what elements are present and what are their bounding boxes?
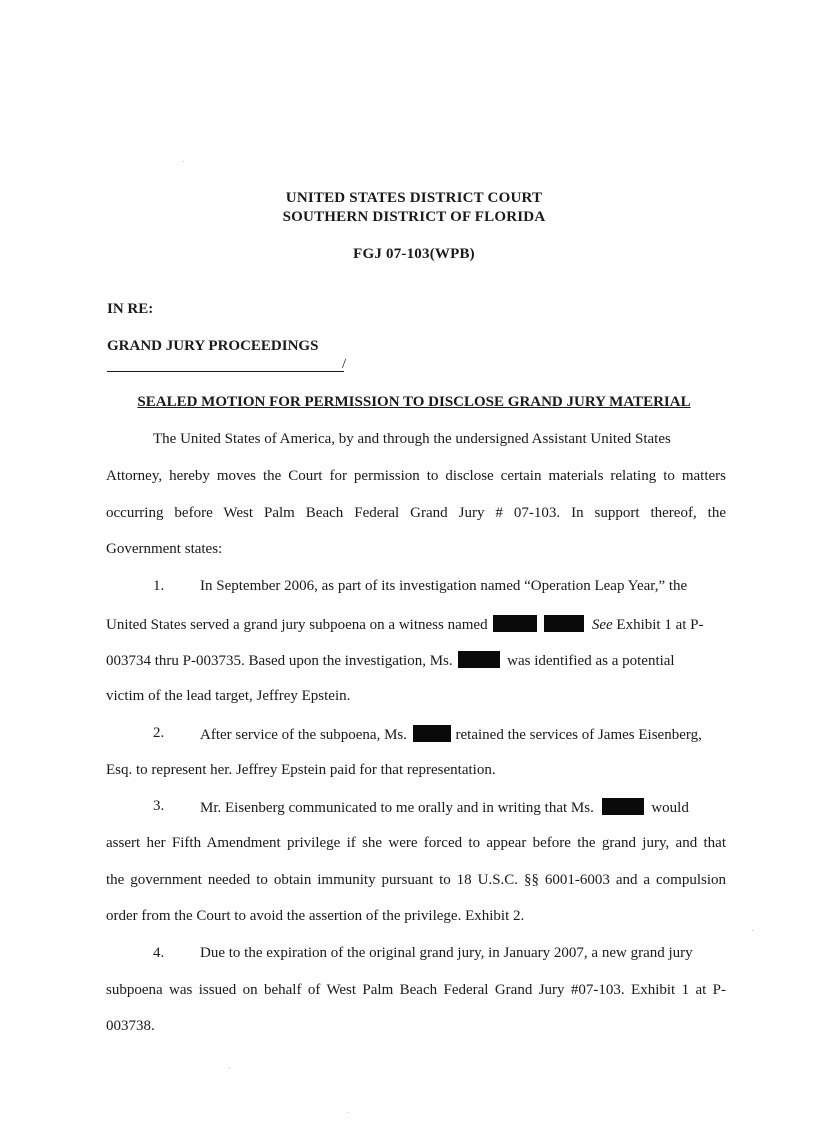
see-citation: See bbox=[591, 617, 613, 633]
paragraph-text: Mr. Eisenberg communicated to me orally and in writing that Ms. bbox=[200, 800, 594, 816]
paragraph-number: 2. bbox=[153, 725, 165, 741]
paragraph-line: In September 2006, as part of its investigation named “Operation Leap Year,” the bbox=[200, 578, 688, 594]
paragraph-line bbox=[200, 725, 702, 744]
paragraph-text: United States served a grand jury subpoena on a witness named bbox=[106, 617, 488, 633]
paragraph-line bbox=[106, 651, 675, 670]
paragraph-line: Esq. to represent her. Jeffrey Epstein paid for that representation. bbox=[106, 762, 496, 778]
court-name-line1: UNITED STATES DISTRICT COURT bbox=[285, 190, 543, 206]
caption-proceedings: GRAND JURY PROCEEDINGS bbox=[107, 338, 319, 354]
scan-speck bbox=[752, 930, 753, 931]
paragraph-line: Due to the expiration of the original grand jury, in January 2007, a new grand jury bbox=[200, 945, 693, 961]
paragraph-line: assert her Fifth Amendment privilege if she were forced to appear before the grand jury, and that bbox=[106, 835, 726, 851]
paragraph-text: After service of the subpoena, Ms. bbox=[200, 727, 408, 743]
paragraph-text: retained the services of James Eisenberg, bbox=[455, 727, 702, 743]
intro-line: The United States of America, by and through the undersigned Assistant United States bbox=[153, 431, 671, 447]
paragraph-number: 1. bbox=[153, 578, 165, 594]
scan-speck bbox=[183, 161, 184, 162]
paragraph-number: 3. bbox=[153, 798, 165, 814]
redaction-box bbox=[602, 798, 644, 815]
court-name-line2: SOUTHERN DISTRICT OF FLORIDA bbox=[282, 209, 546, 225]
motion-title: SEALED MOTION FOR PERMISSION TO DISCLOSE GRAND JURY MATERIAL bbox=[137, 394, 691, 410]
caption-slash: / bbox=[342, 356, 347, 372]
paragraph-line: the government needed to obtain immunity pursuant to 18 U.S.C. §§ 6001-6003 and a compulsion bbox=[106, 872, 726, 888]
paragraph-line: 003738. bbox=[106, 1018, 155, 1034]
paragraph-line: subpoena was issued on behalf of West Palm Beach Federal Grand Jury #07-103. Exhibit 1 at P- bbox=[106, 982, 726, 998]
caption-in-re: IN RE: bbox=[107, 301, 154, 317]
redaction-box bbox=[458, 651, 500, 668]
paragraph-text: was identified as a potential bbox=[507, 653, 675, 669]
redaction-box bbox=[493, 615, 537, 632]
case-number: FGJ 07-103(WPB) bbox=[353, 246, 475, 262]
paragraph-line bbox=[200, 798, 689, 817]
scan-speck bbox=[347, 1112, 348, 1113]
paragraph-text: 003734 thru P-003735. Based upon the investigation, Ms. bbox=[106, 653, 453, 669]
scan-speck bbox=[229, 1068, 230, 1069]
paragraph-line: victim of the lead target, Jeffrey Epstein. bbox=[106, 688, 351, 704]
paragraph-number: 4. bbox=[153, 945, 165, 961]
intro-line: Attorney, hereby moves the Court for permission to disclose certain materials relating to matters bbox=[106, 468, 726, 484]
paragraph-line: order from the Court to avoid the assertion of the privilege. Exhibit 2. bbox=[106, 908, 525, 924]
paragraph-line bbox=[106, 615, 703, 634]
redaction-box bbox=[544, 615, 584, 632]
intro-line: Government states: bbox=[106, 541, 223, 557]
paragraph-text: Exhibit 1 at P- bbox=[616, 617, 704, 633]
caption-rule bbox=[107, 371, 344, 372]
intro-line: occurring before West Palm Beach Federal Grand Jury # 07-103. In support thereof, the bbox=[106, 505, 726, 521]
paragraph-text: would bbox=[651, 800, 689, 816]
redaction-box bbox=[413, 725, 451, 742]
